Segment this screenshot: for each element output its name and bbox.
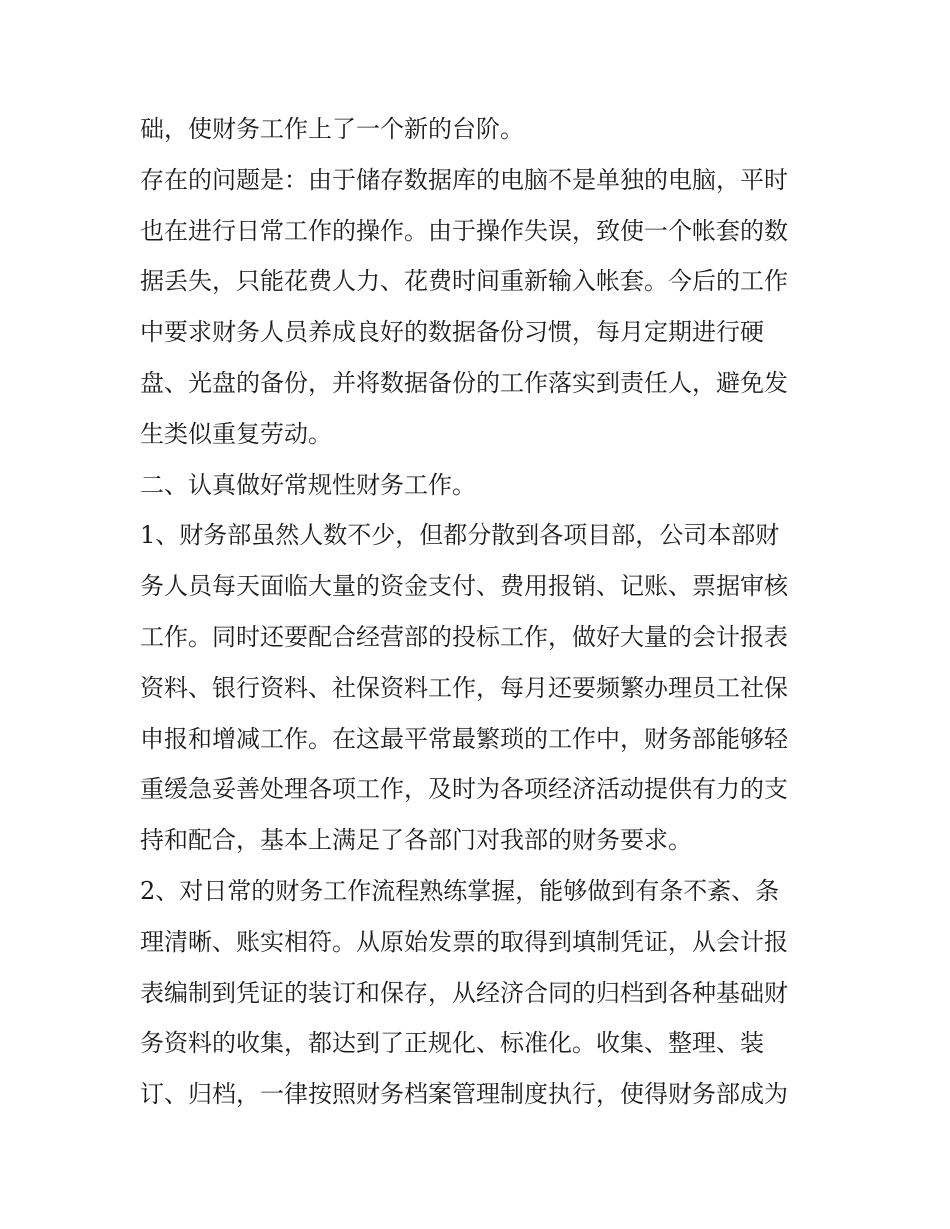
text-line: 1、财务部虽然人数不少，但都分散到各项目部，公司本部财 — [140, 521, 780, 550]
text-line: 中要求财务人员养成良好的数据备份习惯，每月定期进行硬 — [140, 318, 764, 347]
text-line: 务人员每天面临大量的资金支付、费用报销、记账、票据审核 — [140, 572, 788, 601]
text-line: 表编制到凭证的装订和保存，从经济合同的归档到各种基础财 — [140, 978, 788, 1007]
text-line: 持和配合，基本上满足了各部门对我部的财务要求。 — [140, 826, 692, 855]
section-heading: 二、认真做好常规性财务工作。 — [140, 470, 476, 499]
text-line: 申报和增减工作。在这最平常最繁琐的工作中，财务部能够轻 — [140, 724, 788, 753]
text-line: 订、归档，一律按照财务档案管理制度执行，使得财务部成为 — [140, 1080, 788, 1109]
text-line: 资料、银行资料、社保资料工作，每月还要频繁办理员工社保 — [140, 673, 788, 702]
text-line: 存在的问题是：由于储存数据库的电脑不是单独的电脑，平时 — [140, 165, 788, 194]
text-line: 务资料的收集，都达到了正规化、标准化。收集、整理、装 — [140, 1029, 764, 1058]
text-line: 工作。同时还要配合经营部的投标工作，做好大量的会计报表 — [140, 622, 788, 651]
text-line: 生类似重复劳动。 — [140, 419, 332, 448]
text-line: 也在进行日常工作的操作。由于操作失误，致使一个帐套的数 — [140, 216, 788, 245]
text-line: 据丢失，只能花费人力、花费时间重新输入帐套。今后的工作 — [140, 267, 788, 296]
text-line: 础，使财务工作上了一个新的台阶。 — [140, 115, 524, 143]
text-line: 理清晰、账实相符。从原始发票的取得到填制凭证，从会计报 — [140, 927, 788, 956]
text-line: 盘、光盘的备份，并将数据备份的工作落实到责任人，避免发 — [140, 368, 788, 397]
text-line: 重缓急妥善处理各项工作，及时为各项经济活动提供有力的支 — [140, 775, 788, 804]
body-text — [140, 104, 820, 1120]
text-line: 2、对日常的财务工作流程熟练掌握，能够做到有条不紊、条 — [140, 876, 780, 905]
